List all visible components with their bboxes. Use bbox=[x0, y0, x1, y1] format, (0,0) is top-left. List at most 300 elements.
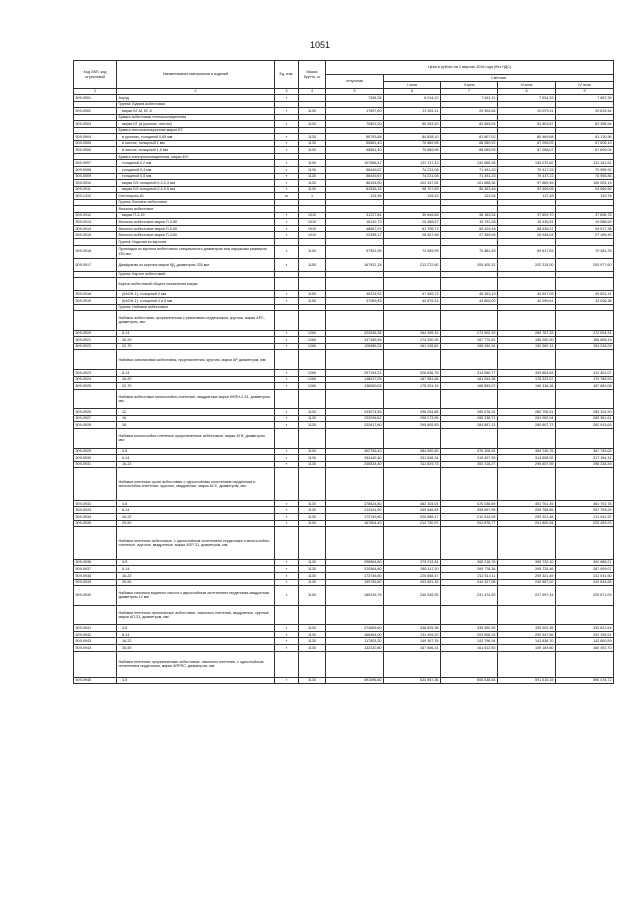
zone-4-price-cell: 257 799,25 bbox=[556, 507, 614, 514]
zone-4-price-cell: 283 104,90 bbox=[556, 409, 614, 416]
zone-2-price-cell: 59 429,18 bbox=[441, 225, 498, 232]
unit-cell: т bbox=[275, 121, 299, 128]
release-price-cell: 138050,53 bbox=[326, 383, 384, 390]
release-price-cell: 107966,47 bbox=[326, 160, 384, 167]
empty-cell bbox=[498, 468, 556, 501]
zone-1-price-cell: 482 104,01 bbox=[384, 500, 441, 507]
release-price-cell: 232817,80 bbox=[326, 422, 384, 429]
empty-cell bbox=[275, 311, 299, 331]
mass-cell: 1130 bbox=[299, 514, 326, 521]
name-cell: марки БЭ толщиной 0,2-0,3 мм bbox=[117, 180, 275, 187]
unit-cell: т bbox=[275, 95, 299, 102]
unit-cell: т bbox=[275, 219, 299, 226]
zone-2-price-cell: 259 697,99 bbox=[441, 507, 498, 514]
zone-1-price-cell: 167 806,14 bbox=[384, 644, 441, 651]
group-row bbox=[74, 605, 614, 625]
mass-cell: 1010 bbox=[299, 219, 326, 226]
zone-4-price-cell: 242 634,66 bbox=[556, 579, 614, 586]
release-price-cell: 223936,38 bbox=[326, 330, 384, 337]
unit-cell: т bbox=[275, 160, 299, 167]
code-cell bbox=[74, 605, 117, 625]
unit-cell: т bbox=[275, 108, 299, 115]
empty-cell bbox=[326, 428, 384, 448]
group-row bbox=[74, 311, 614, 331]
release-price-cell: 167931,18 bbox=[326, 258, 384, 271]
header-code: Код ОКП, код отраслевой bbox=[74, 61, 117, 89]
unit-cell: т bbox=[275, 409, 299, 416]
code-cell: 509-0910 bbox=[74, 180, 117, 187]
empty-cell bbox=[326, 651, 384, 677]
mass-cell: 1130 bbox=[299, 559, 326, 566]
name-cell: Прокладки из картона асбестового специального диаметром или наружным размером 150 мм bbox=[117, 245, 275, 258]
zone-4-price-cell: 67 609,13 bbox=[556, 140, 614, 147]
unit-cell: т bbox=[275, 514, 299, 521]
zone-4-price-cell: 7 667,39 bbox=[556, 95, 614, 102]
zone-4-price-cell: 203 459,23 bbox=[556, 520, 614, 527]
zone-4-price-cell: 82 358,94 bbox=[556, 121, 614, 128]
group-name-cell: Набивка асбестовая, прорезиненная с резиновым сердечником, круглая, марки АРС, диаметром, мм: bbox=[117, 311, 275, 331]
price-table bbox=[73, 60, 614, 684]
name-cell: в рулонах, толщиной 0,65 мм bbox=[117, 134, 275, 141]
empty-cell bbox=[384, 651, 441, 677]
header-mass: Масса брутто, кг bbox=[299, 61, 326, 89]
empty-cell bbox=[441, 468, 498, 501]
empty-cell bbox=[299, 651, 326, 677]
zone-4-price-cell: 312 401,07 bbox=[556, 369, 614, 376]
unit-cell: т bbox=[275, 415, 299, 422]
mass-cell: 1130 bbox=[299, 572, 326, 579]
release-price-cell: 22398,17 bbox=[326, 232, 384, 239]
empty-cell bbox=[556, 389, 614, 409]
unit-cell: т bbox=[275, 134, 299, 141]
zone-3-price-cell: 97 689,46 bbox=[498, 180, 556, 187]
release-price-cell: 274665,60 bbox=[326, 625, 384, 632]
empty-cell bbox=[384, 527, 441, 560]
table-row bbox=[74, 245, 614, 258]
colnum-8: 8 bbox=[498, 89, 556, 95]
zone-3-price-cell: 92 599,06 bbox=[498, 186, 556, 193]
zone-2-price-cell: 20 904,84 bbox=[441, 108, 498, 115]
zone-2-price-cell: 470 038,69 bbox=[441, 500, 498, 507]
header-zone-2: II зона bbox=[441, 82, 498, 89]
zone-4-price-cell: 166 608,15 bbox=[556, 337, 614, 344]
zone-3-price-cell: 141 636,70 bbox=[498, 638, 556, 645]
name-cell: 16-20 bbox=[117, 337, 275, 344]
zone-1-price-cell: 104 347,05 bbox=[384, 180, 441, 187]
release-price-cell: 39224,92 bbox=[326, 291, 384, 298]
colnum-2: 2 bbox=[117, 89, 275, 95]
zone-3-price-cell: 58 536,37 bbox=[498, 225, 556, 232]
release-price-cell: 233074,55 bbox=[326, 409, 384, 416]
empty-cell bbox=[441, 389, 498, 409]
unit-cell: т bbox=[275, 291, 299, 298]
release-price-cell: 298564,80 bbox=[326, 559, 384, 566]
zone-3-price-cell: 314 608,92 bbox=[498, 455, 556, 462]
mass-cell: 1260 bbox=[299, 369, 326, 376]
code-cell: 509-0908 bbox=[74, 167, 117, 174]
code-cell: 509-0912 bbox=[74, 212, 117, 219]
zone-4-price-cell: 282 913,63 bbox=[556, 422, 614, 429]
unit-cell: т bbox=[275, 677, 299, 684]
code-cell: 509-0940 bbox=[74, 586, 117, 606]
zone-1-price-cell: 295 605,83 bbox=[384, 422, 441, 429]
empty-cell bbox=[275, 428, 299, 448]
zone-1-price-cell: 174 200,25 bbox=[384, 337, 441, 344]
code-cell bbox=[74, 278, 117, 291]
empty-cell bbox=[299, 311, 326, 331]
zone-3-price-cell: 209 321,48 bbox=[498, 514, 556, 521]
mass-cell: 1130 bbox=[299, 108, 326, 115]
zone-2-price-cell: 7 641,11 bbox=[441, 95, 498, 102]
zone-3-price-cell: 451 761,45 bbox=[498, 500, 556, 507]
release-price-cell: 66793,68 bbox=[326, 134, 384, 141]
zone-1-price-cell: 98 707,65 bbox=[384, 186, 441, 193]
zone-2-price-cell: 68 089,92 bbox=[441, 140, 498, 147]
release-price-cell: 58449,67 bbox=[326, 173, 384, 180]
unit-cell: т bbox=[275, 186, 299, 193]
zone-3-price-cell: 359 732,10 bbox=[498, 559, 556, 566]
empty-cell bbox=[498, 651, 556, 677]
code-cell: 509-0905 bbox=[74, 140, 117, 147]
zone-1-price-cell: 284 399,19 bbox=[384, 330, 441, 337]
zone-1-price-cell: 175 324,19 bbox=[384, 383, 441, 390]
zone-1-price-cell: 326 636,75 bbox=[384, 369, 441, 376]
empty-cell bbox=[299, 605, 326, 625]
zone-2-price-cell: 212 514,11 bbox=[441, 572, 498, 579]
name-cell: марки БТ (в рулонах, листах) bbox=[117, 121, 275, 128]
zone-1-price-cell: 73 596,99 bbox=[384, 245, 441, 258]
zone-4-price-cell: 100 004,19 bbox=[556, 180, 614, 187]
group-name-cell: Бумага асбестовая теплоизоляционная bbox=[117, 114, 275, 121]
release-price-cell: 81536,15 bbox=[326, 186, 384, 193]
zone-2-price-cell: 204 878,77 bbox=[441, 520, 498, 527]
empty-cell bbox=[441, 428, 498, 448]
zone-2-price-cell: 70 882,49 bbox=[441, 245, 498, 258]
empty-cell bbox=[326, 605, 384, 625]
zone-1-price-cell: 137 117,42 bbox=[384, 160, 441, 167]
zone-1-price-cell: 39 646,66 bbox=[384, 212, 441, 219]
name-cell: 8-14 bbox=[117, 369, 275, 376]
code-cell: 509-0932 bbox=[74, 500, 117, 507]
release-price-cell: 378624,80 bbox=[326, 500, 384, 507]
name-cell: 3-5 bbox=[117, 677, 275, 684]
zone-3-price-cell: 295 807,59 bbox=[498, 461, 556, 468]
code-cell: 509-0921 bbox=[74, 337, 117, 344]
name-cell: в листах, толщиной 1 мм bbox=[117, 140, 275, 147]
release-price-cell: 48567,97 bbox=[326, 225, 384, 232]
release-price-cell: 137165,56 bbox=[326, 337, 384, 344]
empty-cell bbox=[556, 527, 614, 560]
zone-2-price-cell: 155 294,34 bbox=[441, 343, 498, 350]
zone-4-price-cell: 154 218,29 bbox=[556, 343, 614, 350]
zone-4-price-cell: 59 017,38 bbox=[556, 225, 614, 232]
empty-cell bbox=[326, 468, 384, 501]
zone-3-price-cell: 255 798,85 bbox=[498, 507, 556, 514]
code-cell: 509-0920 bbox=[74, 330, 117, 337]
zone-2-price-cell: 600 538,54 bbox=[441, 677, 498, 684]
code-cell: 509-0904 bbox=[74, 134, 117, 141]
release-price-cell: 257194,31 bbox=[326, 369, 384, 376]
code-cell: 509-0929 bbox=[74, 448, 117, 455]
code-cell: 509-0941 bbox=[74, 625, 117, 632]
zone-4-price-cell: 203 977,60 bbox=[556, 258, 614, 271]
price-table-body bbox=[74, 95, 614, 684]
name-cell: марки БГ-М, БГ-К bbox=[117, 108, 275, 115]
group-name-cell: Группа: Изделия из картона bbox=[117, 239, 275, 246]
empty-cell bbox=[299, 527, 326, 560]
name-cell: толщиной 0,2 мм bbox=[117, 160, 275, 167]
zone-3-price-cell: 80 469,68 bbox=[498, 134, 556, 141]
zone-2-price-cell: 231 474,90 bbox=[441, 586, 498, 606]
name-cell: Асунд bbox=[117, 95, 275, 102]
zone-3-price-cell: 280 607,73 bbox=[498, 422, 556, 429]
zone-2-price-cell: 143 796,94 bbox=[441, 638, 498, 645]
zone-2-price-cell: 27 359,06 bbox=[441, 232, 498, 239]
zone-2-price-cell: 96 353,46 bbox=[441, 186, 498, 193]
zone-1-price-cell: 8 014,22 bbox=[384, 95, 441, 102]
zone-3-price-cell: 201 800,94 bbox=[498, 520, 556, 527]
empty-cell bbox=[299, 468, 326, 501]
empty-cell bbox=[556, 350, 614, 370]
table-row bbox=[74, 586, 614, 606]
release-price-cell: 491096,80 bbox=[326, 677, 384, 684]
zone-3-price-cell: 240 657,02 bbox=[498, 579, 556, 586]
release-price-cell: 57951,95 bbox=[326, 245, 384, 258]
zone-1-price-cell: 220 658,47 bbox=[384, 514, 441, 521]
zone-2-price-cell: 269 778,36 bbox=[441, 566, 498, 573]
table-row bbox=[74, 258, 614, 271]
zone-4-price-cell: 19 568,63 bbox=[556, 219, 614, 226]
empty-cell bbox=[384, 605, 441, 625]
release-price-cell: 7306,25 bbox=[326, 95, 384, 102]
empty-cell bbox=[384, 350, 441, 370]
zone-3-price-cell: 7 534,33 bbox=[498, 95, 556, 102]
zone-2-price-cell: 244 327,58 bbox=[441, 579, 498, 586]
code-cell bbox=[74, 468, 117, 501]
zone-3-price-cell: 178 323,57 bbox=[498, 376, 556, 383]
header-release: отпускная bbox=[326, 75, 384, 89]
zone-4-price-cell: 20 819,44 bbox=[556, 108, 614, 115]
name-cell: Волокно асбестовое марки П-5-50 bbox=[117, 225, 275, 232]
zone-2-price-cell: 181 043,36 bbox=[441, 376, 498, 383]
group-row bbox=[74, 350, 614, 370]
zone-4-price-cell: 272 004,31 bbox=[556, 330, 614, 337]
zone-2-price-cell: 300 318,27 bbox=[441, 461, 498, 468]
page-number: 1051 bbox=[309, 40, 331, 50]
zone-4-price-cell: 202 195,51 bbox=[556, 631, 614, 638]
zone-1-price-cell: 296 004,68 bbox=[384, 409, 441, 416]
release-price-cell: 70801,20 bbox=[326, 121, 384, 128]
zone-3-price-cell: 26 948,04 bbox=[498, 232, 556, 239]
zone-4-price-cell: 333 622,64 bbox=[556, 625, 614, 632]
zone-1-price-cell: 213 272,60 bbox=[384, 258, 441, 271]
zone-3-price-cell: 44 547,05 bbox=[498, 291, 556, 298]
name-cell: в листах, толщиной 1,5 мм bbox=[117, 147, 275, 154]
release-price-cell: 189246,76 bbox=[326, 586, 384, 606]
group-name-cell: Набивка сальниковая асбестовая, прорезиненная, круглая, марки АР, диаметром, мм: bbox=[117, 350, 275, 370]
zone-3-price-cell: 69 817,63 bbox=[498, 245, 556, 258]
release-price-cell: 233296,62 bbox=[326, 415, 384, 422]
unit-cell: т bbox=[275, 330, 299, 337]
zone-2-price-cell: 285 338,71 bbox=[441, 415, 498, 422]
release-price-cell: 55661,40 bbox=[326, 140, 384, 147]
unit-cell: т bbox=[275, 422, 299, 429]
empty-cell bbox=[275, 605, 299, 625]
group-name-cell: Набивки плетеные сухие асбестовые с однослойным оплетением сердечника и многослойно-плетеные, круглые, квадратные, марки АСС, диаметром, мм: bbox=[117, 468, 275, 501]
group-row bbox=[74, 468, 614, 501]
code-cell: 509-0937 bbox=[74, 566, 117, 573]
zone-3-price-cell: 166 316,28 bbox=[498, 383, 556, 390]
unit-cell: т bbox=[275, 383, 299, 390]
mass-cell: 1130 bbox=[299, 134, 326, 141]
zone-3-price-cell: 70 417,25 bbox=[498, 167, 556, 174]
code-cell: 509-0917 bbox=[74, 258, 117, 271]
zone-3-price-cell: 591 515,19 bbox=[498, 677, 556, 684]
code-cell: 509-0902 bbox=[74, 108, 117, 115]
mass-cell: 1130 bbox=[299, 160, 326, 167]
code-cell: 509-0923 bbox=[74, 369, 117, 376]
zone-1-price-cell: 348 825,36 bbox=[384, 625, 441, 632]
name-cell: 4-5 bbox=[117, 559, 275, 566]
zone-1-price-cell: 70 689,98 bbox=[384, 147, 441, 154]
mass-cell: 1130 bbox=[299, 448, 326, 455]
zone-2-price-cell: 19 732,38 bbox=[441, 219, 498, 226]
code-cell: 509-0906 bbox=[74, 147, 117, 154]
empty-cell bbox=[498, 389, 556, 409]
zone-2-price-cell: 71 491,20 bbox=[441, 167, 498, 174]
zone-1-price-cell: 211 409,20 bbox=[384, 631, 441, 638]
unit-cell: т bbox=[275, 376, 299, 383]
zone-4-price-cell: 367 745,02 bbox=[556, 448, 614, 455]
zone-4-price-cell: 142 800,59 bbox=[556, 638, 614, 645]
name-cell: 25-50 bbox=[117, 644, 275, 651]
zone-4-price-cell: 70 955,85 bbox=[556, 173, 614, 180]
mass-cell: 1010 bbox=[299, 212, 326, 219]
zone-3-price-cell: 130 072,62 bbox=[498, 160, 556, 167]
zone-2-price-cell: 212 514,09 bbox=[441, 514, 498, 521]
group-name-cell: Группа: Волокно асбестовое bbox=[117, 199, 275, 206]
release-price-cell: 173749,80 bbox=[326, 514, 384, 521]
zone-2-price-cell: 122,04 bbox=[441, 193, 498, 200]
empty-cell bbox=[556, 278, 614, 291]
unit-cell: т bbox=[275, 631, 299, 638]
unit-cell: т bbox=[275, 147, 299, 154]
name-cell: 4-5 bbox=[117, 625, 275, 632]
code-cell bbox=[74, 311, 117, 331]
code-cell bbox=[74, 651, 117, 677]
unit-cell: т bbox=[275, 500, 299, 507]
zone-1-price-cell: 61 706,72 bbox=[384, 225, 441, 232]
zone-1-price-cell: 331 648,34 bbox=[384, 455, 441, 462]
code-cell bbox=[74, 389, 117, 409]
code-cell: 509-0933 bbox=[74, 507, 117, 514]
code-cell: 509-0927 bbox=[74, 415, 117, 422]
zone-4-price-cell: 317 194,31 bbox=[556, 455, 614, 462]
name-cell: 22-70 bbox=[117, 383, 275, 390]
zone-4-price-cell: 70 381,33 bbox=[556, 245, 614, 258]
empty-cell bbox=[441, 605, 498, 625]
mass-cell: 1260 bbox=[299, 376, 326, 383]
zone-1-price-cell: 212 730,97 bbox=[384, 520, 441, 527]
unit-cell: т bbox=[275, 140, 299, 147]
zone-4-price-cell: 70 955,92 bbox=[556, 167, 614, 174]
unit-cell: т bbox=[275, 180, 299, 187]
name-cell: 18 bbox=[117, 422, 275, 429]
zone-2-price-cell: 46 353,19 bbox=[441, 291, 498, 298]
group-name-cell: Группа: Набивки асбестовые bbox=[117, 304, 275, 311]
zone-2-price-cell: 205 400,31 bbox=[441, 258, 498, 271]
empty-cell bbox=[384, 468, 441, 501]
zone-3-price-cell: 42 099,61 bbox=[498, 297, 556, 304]
mass-cell: 1010 bbox=[299, 232, 326, 239]
unit-cell: т bbox=[275, 343, 299, 350]
name-cell: 8-14 bbox=[117, 330, 275, 337]
name-cell: 6-14 bbox=[117, 566, 275, 573]
empty-cell bbox=[275, 389, 299, 409]
header-price-title: Цена в рублях на 1 квартал 2016 года (без НДС) bbox=[326, 61, 614, 75]
mass-cell: 1130 bbox=[299, 140, 326, 147]
zone-3-price-cell: 280 795,51 bbox=[498, 409, 556, 416]
zone-3-price-cell: 330 903,35 bbox=[498, 625, 556, 632]
zone-2-price-cell: 161 612,50 bbox=[441, 644, 498, 651]
name-cell: толщиной 0,4 мм bbox=[117, 167, 275, 174]
code-cell: 509-0945 bbox=[74, 677, 117, 684]
zone-2-price-cell: 81 807,02 bbox=[441, 134, 498, 141]
unit-cell: т bbox=[275, 625, 299, 632]
code-cell: 509-0919 bbox=[74, 297, 117, 304]
release-price-cell: 55661,40 bbox=[326, 147, 384, 154]
zone-1-price-cell: 84 828,10 bbox=[384, 134, 441, 141]
mass-cell: 1130 bbox=[299, 625, 326, 632]
release-price-cell: 261140,40 bbox=[326, 455, 384, 462]
empty-cell bbox=[326, 311, 384, 331]
name-cell: (КАОН-1), толщиной 4 и 6 мм bbox=[117, 297, 275, 304]
empty-cell bbox=[498, 350, 556, 370]
release-price-cell: 212341,50 bbox=[326, 507, 384, 514]
unit-cell: т bbox=[275, 258, 299, 271]
mass-cell: 1130 bbox=[299, 422, 326, 429]
mass-cell: 1130 bbox=[299, 415, 326, 422]
code-cell: 509-0934 bbox=[74, 514, 117, 521]
group-name-cell: Картон асбестовый общего назначения марки: bbox=[117, 278, 275, 291]
mass-cell: 1010 bbox=[299, 225, 326, 232]
mass-cell: 1150 bbox=[299, 258, 326, 271]
unit-cell: кг bbox=[275, 193, 299, 200]
zone-4-price-cell: 267 909,07 bbox=[556, 566, 614, 573]
code-cell: 509-0926 bbox=[74, 409, 117, 416]
code-cell bbox=[74, 527, 117, 560]
zone-1-price-cell: 296 273,99 bbox=[384, 415, 441, 422]
name-cell: толщиной 0,5 мм bbox=[117, 173, 275, 180]
zone-1-price-cell: 220 658,47 bbox=[384, 572, 441, 579]
unit-cell: т bbox=[275, 559, 299, 566]
mass-cell: 1260 bbox=[299, 343, 326, 350]
unit-cell: т bbox=[275, 638, 299, 645]
zone-1-price-cell: 623 557,36 bbox=[384, 677, 441, 684]
zone-3-price-cell: 152 962,13 bbox=[498, 343, 556, 350]
mass-cell: 1130 bbox=[299, 409, 326, 416]
release-price-cell: 16132,73 bbox=[326, 219, 384, 226]
zone-1-price-cell: 70 689,98 bbox=[384, 140, 441, 147]
empty-cell bbox=[556, 311, 614, 331]
empty-cell bbox=[299, 350, 326, 370]
mass-cell: 1150 bbox=[299, 297, 326, 304]
release-price-cell: 220564,80 bbox=[326, 566, 384, 573]
release-price-cell: 58449,67 bbox=[326, 167, 384, 174]
group-name-cell: Набивки плетеные пропитанные асбестовые, сквозного плетения, квадратные, круглые, марки АП-31, диаметром, мм: bbox=[117, 605, 275, 625]
empty-cell bbox=[441, 311, 498, 331]
zone-3-price-cell: 269 787,33 bbox=[498, 330, 556, 337]
